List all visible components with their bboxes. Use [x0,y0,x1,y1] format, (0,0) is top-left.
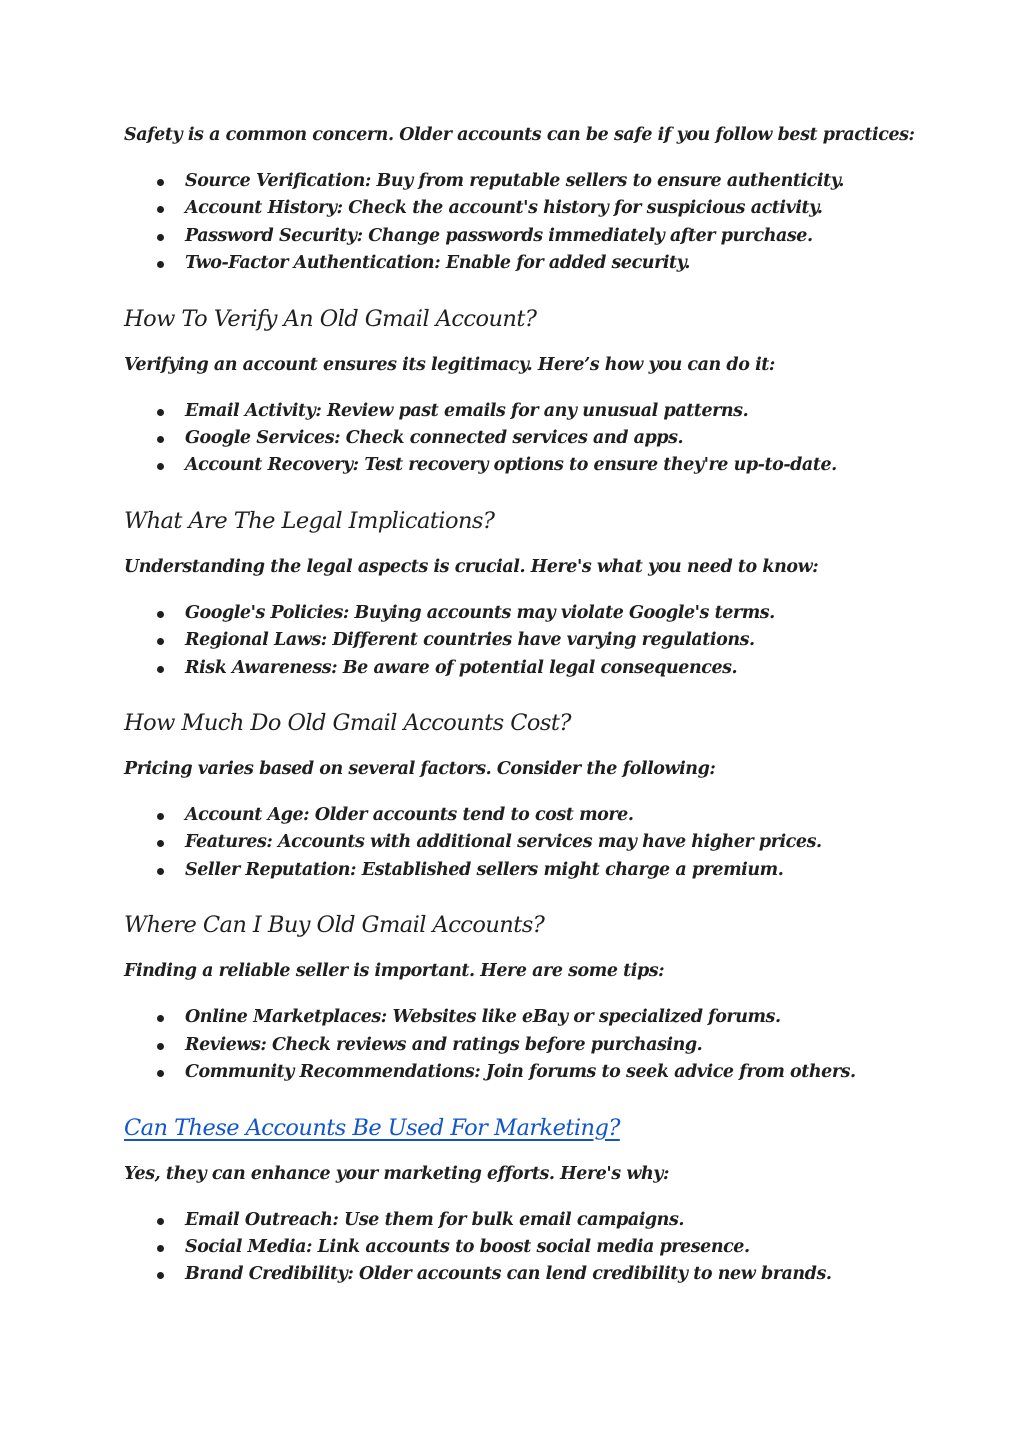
section-bullet-list [124,802,924,884]
section-intro-paragraph: Understanding the legal aspects is crucial. Here's what you need to know: [124,556,819,577]
bullet-icon [157,463,164,470]
section-intro-paragraph: Finding a reliable seller is important. Here are some tips: [124,961,665,982]
list-item-text: Email Outreach: Use them for bulk email campaigns. [185,1209,685,1230]
marketing-heading-link[interactable]: Can These Accounts Be Used For Marketing? [124,1114,620,1141]
bullet-icon [157,234,164,241]
list-item [124,1059,924,1086]
bullet-icon [157,1043,164,1050]
list-item [124,168,924,195]
bullet-icon [157,179,164,186]
bullet-icon [157,1272,164,1279]
section-legal [124,505,924,682]
section-verify [124,303,924,480]
section-marketing [124,1112,924,1289]
list-item [124,1234,924,1261]
bullet-icon [157,409,164,416]
section-intro-paragraph: Yes, they can enhance your marketing efforts. Here's why: [124,1163,669,1184]
bullet-icon [157,1070,164,1077]
list-item-text: Google Services: Check connected services and apps. [185,428,684,449]
bullet-icon [157,436,164,443]
list-item-text: Email Activity: Review past emails for any unusual patterns. [185,400,749,421]
list-item [124,857,924,884]
bullet-icon [157,840,164,847]
list-item [124,195,924,222]
section-bullet-list [124,600,924,682]
bullet-icon [157,1245,164,1252]
list-item-text: Risk Awareness: Be aware of potential legal consequences. [185,657,738,678]
list-item [124,1261,924,1288]
section-intro-paragraph: Pricing varies based on several factors. Consider the following: [124,759,716,780]
section-bullet-list [124,1207,924,1289]
list-item-text: Two-Factor Authentication: Enable for added security. [185,253,691,274]
list-item-text: Source Verification: Buy from reputable sellers to ensure authenticity. [185,171,845,191]
list-item [124,425,924,452]
section-heading: Where Can I Buy Old Gmail Accounts? [124,912,545,939]
list-item [124,223,924,250]
list-item-text: Regional Laws: Different countries have varying regulations. [185,630,755,651]
list-item-text: Password Security: Change passwords immediately after purchase. [185,225,813,246]
bullet-icon [157,638,164,645]
list-item [124,250,924,277]
list-item [124,829,924,856]
bullet-icon [157,611,164,618]
section-bullet-list [124,1004,924,1086]
bullet-icon [157,813,164,820]
list-item-text: Account Age: Older accounts tend to cost more. [185,805,634,826]
bullet-icon [157,206,164,213]
list-item [124,600,924,627]
bullet-icon [157,868,164,875]
section-where-to-buy [124,909,924,1086]
bullet-icon [157,1218,164,1225]
safety-intro-paragraph: Safety is a common concern. Older accounts can be safe if you follow best practices: [124,125,915,145]
list-item [124,1207,924,1234]
section-heading: How To Verify An Old Gmail Account? [124,305,537,332]
list-item-text: Social Media: Link accounts to boost social media presence. [185,1236,750,1257]
list-item-text: Reviews: Check reviews and ratings before purchasing. [185,1034,703,1055]
list-item [124,452,924,479]
list-item [124,802,924,829]
list-item-text: Account History: Check the account's history for suspicious activity. [185,198,823,219]
list-item-text: Community Recommendations: Join forums to seek advice from others. [185,1062,856,1083]
section-cost [124,707,924,884]
bullet-icon [157,1015,164,1022]
list-item-text: Google's Policies: Buying accounts may violate Google's terms. [185,602,775,623]
safety-bullet-list [124,168,924,278]
list-item-text: Brand Credibility: Older accounts can lend credibility to new brands. [185,1264,832,1285]
list-item [124,1032,924,1059]
list-item-text: Features: Accounts with additional services may have higher prices. [185,832,822,853]
bullet-icon [157,261,164,268]
section-intro-paragraph: Verifying an account ensures its legitimacy. Here’s how you can do it: [124,354,775,375]
list-item [124,655,924,682]
document-page [124,122,924,1289]
list-item [124,398,924,425]
section-heading: What Are The Legal Implications? [124,507,495,534]
list-item-text: Seller Reputation: Established sellers might charge a premium. [185,859,784,880]
section-heading: How Much Do Old Gmail Accounts Cost? [124,710,571,737]
list-item-text: Account Recovery: Test recovery options to ensure they're up-to-date. [185,455,837,476]
list-item [124,627,924,654]
list-item-text: Online Marketplaces: Websites like eBay or specialized forums. [185,1007,781,1028]
list-item [124,1004,924,1031]
section-bullet-list [124,398,924,480]
bullet-icon [157,666,164,673]
